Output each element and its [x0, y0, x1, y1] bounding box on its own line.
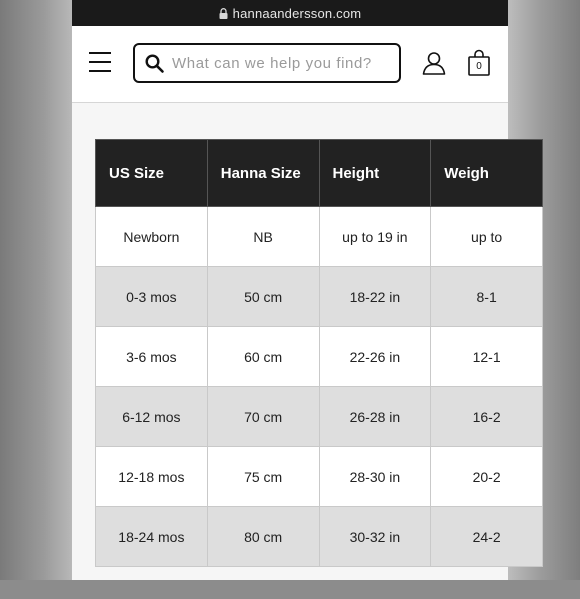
site-header [72, 26, 508, 103]
table-cell: up to 19 in [319, 207, 431, 267]
table-cell: 30-32 in [319, 507, 431, 567]
table-cell: 8-1 [431, 267, 543, 327]
table-cell: 0-3 mos [96, 267, 208, 327]
column-header-hanna-size: Hanna Size [207, 140, 319, 207]
table-cell: 70 cm [207, 387, 319, 447]
table-cell: 12-1 [431, 327, 543, 387]
browser-url-bar[interactable] [72, 0, 508, 26]
table-cell: 26-28 in [319, 387, 431, 447]
table-cell: 60 cm [207, 327, 319, 387]
search-box[interactable] [133, 43, 401, 83]
table-cell: 28-30 in [319, 447, 431, 507]
table-cell: NB [207, 207, 319, 267]
table-cell: 18-22 in [319, 267, 431, 327]
table-cell: Newborn [96, 207, 208, 267]
table-row [96, 207, 543, 267]
table-row [96, 267, 543, 327]
table-cell: 18-24 mos [96, 507, 208, 567]
size-chart-table [95, 139, 543, 567]
column-header-weight: Weigh [431, 140, 543, 207]
page-content [72, 103, 508, 580]
phone-screen [72, 0, 508, 580]
table-cell: 6-12 mos [96, 387, 208, 447]
table-row [96, 507, 543, 567]
table-header-row [96, 140, 543, 207]
background-left [0, 0, 72, 580]
hamburger-menu-icon[interactable] [89, 52, 111, 72]
table-cell: up to [431, 207, 543, 267]
column-header-height: Height [319, 140, 431, 207]
table-row [96, 447, 543, 507]
table-cell: 50 cm [207, 267, 319, 327]
table-row [96, 387, 543, 447]
table-cell: 12-18 mos [96, 447, 208, 507]
search-icon[interactable] [145, 54, 164, 73]
table-row [96, 327, 543, 387]
table-cell: 24-2 [431, 507, 543, 567]
shopping-bag-icon[interactable] [468, 49, 490, 77]
table-cell: 16-2 [431, 387, 543, 447]
lock-icon [219, 8, 228, 19]
account-icon[interactable] [422, 51, 446, 80]
table-cell: 80 cm [207, 507, 319, 567]
table-cell: 20-2 [431, 447, 543, 507]
browser-url-text: hannaandersson.com [232, 5, 362, 21]
column-header-us-size: US Size [96, 140, 208, 207]
search-input[interactable] [172, 55, 382, 72]
table-cell: 3-6 mos [96, 327, 208, 387]
table-cell: 75 cm [207, 447, 319, 507]
table-cell: 22-26 in [319, 327, 431, 387]
bag-count-badge: 0 [476, 61, 482, 72]
size-chart-scroll-container[interactable] [95, 139, 503, 599]
